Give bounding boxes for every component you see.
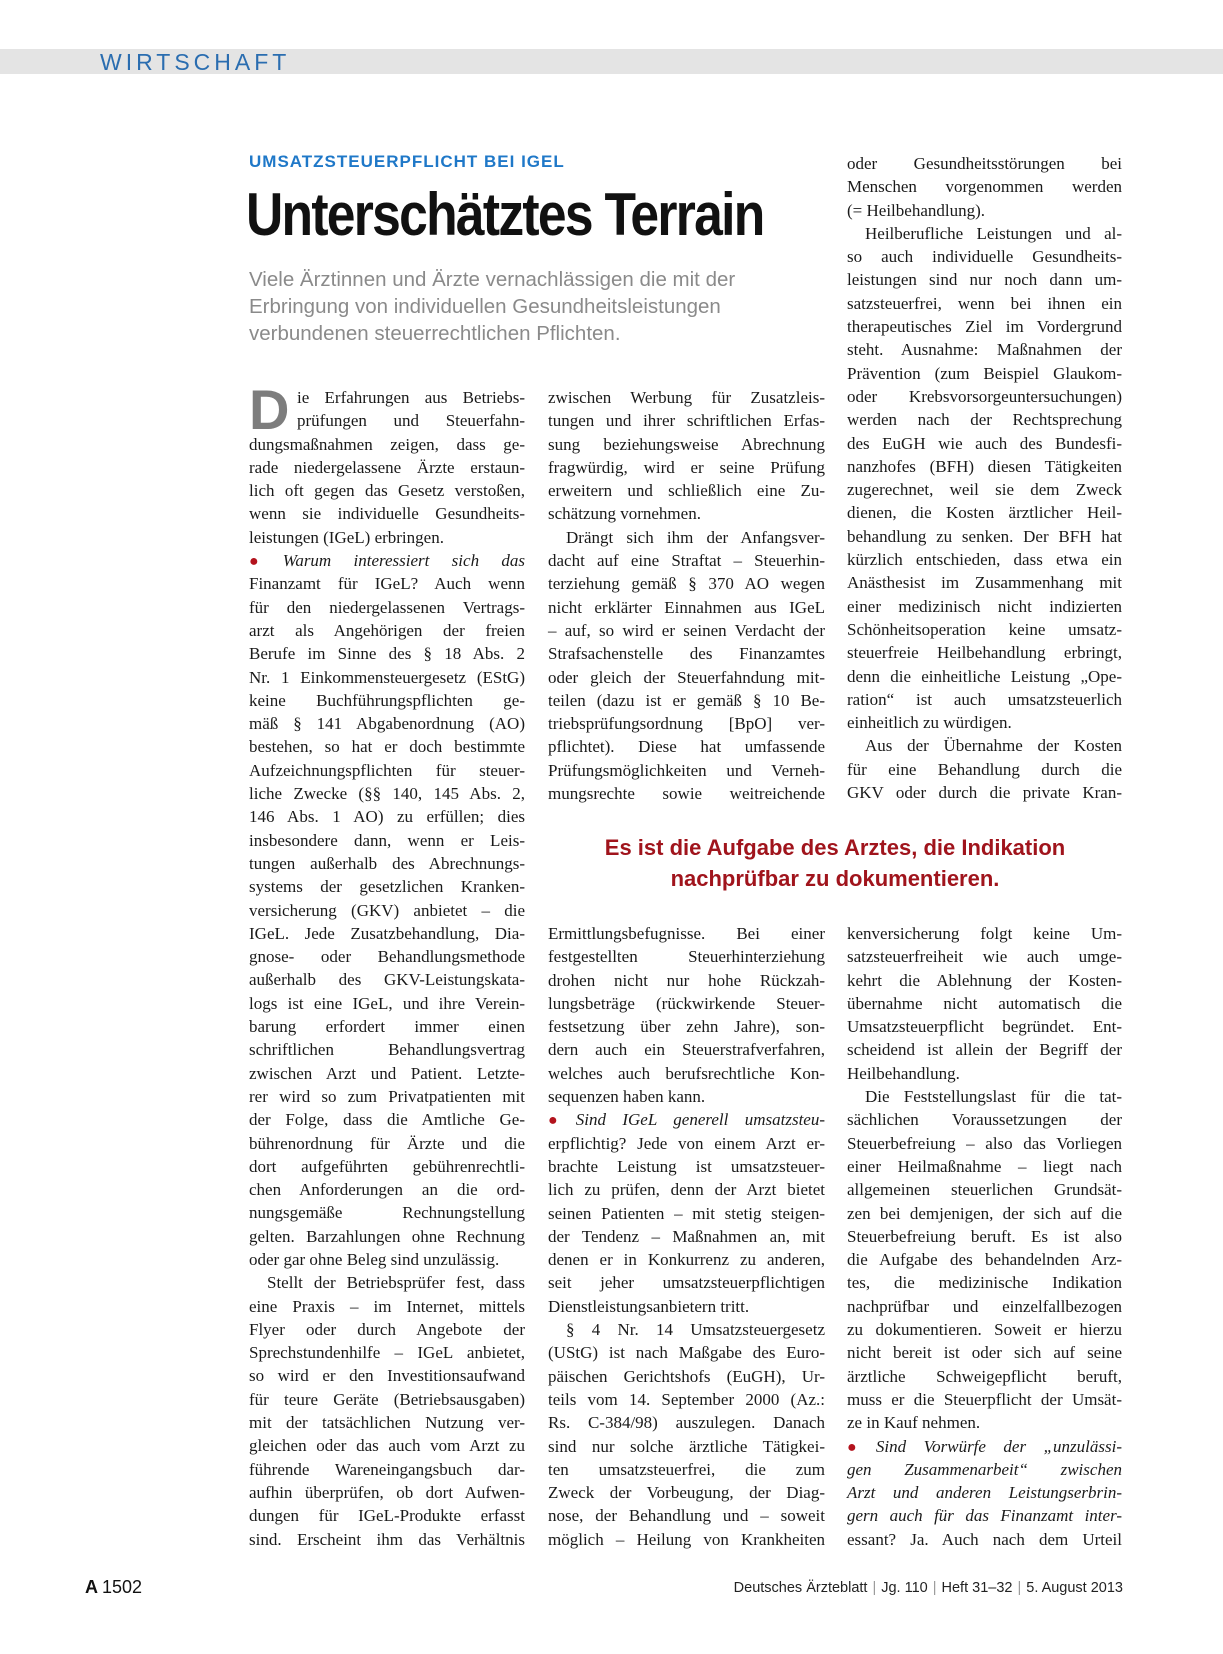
text-line: gleichen oder das auch vom Arzt zu: [249, 1436, 525, 1456]
text-line: nicht erklärter Einnahmen aus IGeL: [548, 597, 825, 617]
text-line: gnose- oder Behandlungsmethode: [249, 947, 525, 967]
subheading: gern auch für das Finanzamt inter-: [847, 1506, 1122, 1526]
text-line: ration“ ist auch umsatzsteuerlich: [847, 689, 1122, 709]
text-line: [847, 1481, 1122, 1504]
text-line: dacht auf eine Straftat – Steuerhin-: [548, 551, 825, 571]
text-line: kenversicherung folgt keine Um-: [847, 924, 1122, 943]
text-line: zugerechnet, weil sie dem Zweck: [847, 480, 1122, 500]
drop-cap: D: [249, 378, 290, 441]
text-line: tes, die medizinische Indikation: [847, 1273, 1122, 1293]
text-line: therapeutisches Ziel im Vordergrund: [847, 317, 1122, 337]
text-line: oder gar ohne Beleg sind unzulässig.: [249, 1249, 500, 1269]
text-line: Aufzeichnungspflichten für steuer-: [249, 760, 525, 780]
text-line: systems der gesetzlichen Kranken-: [249, 877, 525, 897]
text-line: nachprüfbar und einzelfallbezogen: [847, 1296, 1122, 1316]
text-line: [847, 1458, 1122, 1481]
article-kicker: UMSATZSTEUERPFLICHT BEI IGEL: [249, 152, 565, 171]
subheading: gen Zusammenarbeit“ zwischen: [847, 1459, 1122, 1479]
text-line: Stellt der Betriebsprüfer fest, dass: [267, 1273, 525, 1293]
article-teaser: [249, 266, 809, 347]
text-line: drohen nicht nur hohe Rückzah-: [548, 970, 825, 990]
text-line: lich zu prüfen, denn der Arzt bietet: [548, 1180, 825, 1200]
text-line: Sprechstundenhilfe – IGeL anbietet,: [249, 1343, 525, 1363]
teaser-line: verbundenen steuerrechtlichen Pflichten.: [249, 322, 621, 345]
text-line: ze in Kauf nehmen.: [847, 1413, 981, 1433]
text-line: keine Buchführungspflichten ge-: [249, 690, 525, 710]
text-line: pflichtet). Diese hat umfassende: [548, 737, 825, 757]
pull-quote: [548, 832, 1122, 894]
text-line: oder Krebsvorsorgeuntersuchungen): [847, 386, 1122, 406]
text-line: Berufe im Sinne des § 18 Abs. 2: [249, 644, 525, 664]
text-line: denen er in Konkurrenz zu anderen,: [548, 1250, 825, 1270]
text-line: für den niedergelassenen Vertrags-: [249, 597, 525, 617]
text-line: behandlung zu senken. Der BFH hat: [847, 526, 1122, 546]
text-line: Steuerbefreiung beruft. Es ist also: [847, 1226, 1122, 1246]
text-line: der Tendenz – Maßnahmen an, mit: [548, 1226, 825, 1246]
text-line: Nr. 1 Einkommensteuergesetz (EStG): [249, 667, 525, 687]
text-line: übernahme nicht automatisch die: [847, 993, 1122, 1013]
page-number-value: 1502: [102, 1577, 143, 1597]
text-line: versicherung (GKV) anbietet – die: [249, 900, 525, 920]
text-line: essant? Ja. Auch nach dem Urteil: [847, 1529, 1122, 1549]
text-line: schriftlichen Behandlungsvertrag: [249, 1040, 525, 1060]
text-line: leistungen (IGeL) erbringen.: [249, 527, 444, 547]
text-line: sächlichen Voraussetzungen der: [847, 1110, 1122, 1130]
text-line: dern auch ein Steuerstrafverfahren,: [548, 1040, 825, 1060]
pull-quote-line: Es ist die Aufgabe des Arztes, die Indikation: [604, 835, 1066, 860]
text-line: seit jeher umsatzsteuerpflichtigen: [548, 1273, 825, 1293]
bullet-icon: ●: [249, 553, 277, 571]
text-line: zu dokumentieren. Soweit er hierzu: [847, 1320, 1122, 1340]
text-line: Menschen vorgenommen werden: [847, 177, 1122, 197]
text-line: Strafsachenstelle des Finanzamtes: [548, 644, 825, 664]
text-line: lungsbeträge (rückwirkende Steuer-: [548, 993, 825, 1013]
text-line: einer medizinisch nicht indizierten: [847, 596, 1122, 616]
text-line: tungen außerhalb des Abrechnungs-: [249, 853, 525, 873]
text-line: bestehen, so hat er doch bestimmte: [249, 737, 525, 757]
text-line: mungsrechte sowie weitreichende: [548, 784, 825, 804]
text-line: die Aufgabe des behandelnden Arz-: [847, 1250, 1122, 1270]
section-label: WIRTSCHAFT: [100, 49, 291, 75]
text-line: werden nach der Rechtsprechung: [847, 410, 1122, 430]
text-line: nicht bereit ist oder sich auf seine: [847, 1343, 1122, 1363]
text-line: so auch individuelle Gesundheits-: [847, 247, 1122, 267]
text-line: für eine Behandlung durch die: [847, 759, 1122, 779]
text-line: außerhalb des GKV-Leistungskata-: [249, 970, 525, 990]
text-line: (= Heilbehandlung).: [847, 200, 985, 220]
column-3-top: [847, 152, 1122, 804]
journal-date: 5. August 2013: [1026, 1580, 1123, 1596]
text-line: teilen (dazu ist er gemäß § 10 Be-: [548, 690, 825, 710]
text-line: kehrt die Ablehnung der Kosten-: [847, 970, 1122, 990]
journal-name: Deutsches Ärzteblatt: [733, 1580, 868, 1596]
text-line: – auf, so wird er seinen Verdacht der: [548, 620, 825, 640]
text-line: nose, der Behandlung und – soweit: [548, 1506, 825, 1526]
text-line: denn die einheitliche Leistung „Ope-: [847, 666, 1122, 686]
column-2-bottom: [548, 922, 825, 1551]
text-line: terziehung gemäß § 370 AO wegen: [548, 574, 825, 594]
bullet-icon: ●: [548, 1112, 570, 1130]
text-line: Ermittlungsbefugnisse. Bei einer: [548, 924, 825, 943]
text-line: sung beziehungsweise Abrechnung: [548, 434, 825, 454]
text-line: schätzung vornehmen.: [548, 504, 701, 524]
text-line: einheitlich zu würdigen.: [847, 713, 1012, 733]
text-line: aufhin überprüfen, ob dort Aufwen-: [249, 1482, 525, 1502]
text-line: Flyer oder durch Angebote der: [249, 1319, 525, 1339]
text-line: päischen Gerichtshofs (EuGH), Ur-: [548, 1366, 825, 1386]
text-line: zen bei demjenigen, der sich auf die: [847, 1203, 1122, 1223]
text-line: [548, 1108, 825, 1131]
text-line: GKV oder durch die private Kran-: [847, 783, 1122, 803]
text-line: dort aufgeführten gebührenrechtli-: [249, 1156, 525, 1176]
text-line: Umsatzsteuerpflicht begründet. Ent-: [847, 1017, 1122, 1037]
text-line: lich oft gegen das Gesetz verstoßen,: [249, 481, 525, 501]
text-line: triebsprüfungsordnung [BpO] ver-: [548, 714, 825, 734]
text-line: mäß § 141 Abgabenordnung (AO): [249, 714, 525, 734]
text-line: Heilberufliche Leistungen und al-: [865, 223, 1122, 243]
text-line: dungen für IGeL-Produkte erfasst: [249, 1506, 525, 1526]
text-line: wenn sie individuelle Gesundheits-: [249, 504, 525, 524]
text-line: gelten. Barzahlungen ohne Rechnung: [249, 1226, 525, 1246]
text-line: insbesondere dann, wenn er Leis-: [249, 830, 525, 850]
text-line: möglich – Heilung von Krankheiten: [548, 1529, 825, 1549]
text-line: Heilbehandlung.: [847, 1063, 960, 1083]
text-line: Aus der Übernahme der Kosten: [865, 736, 1122, 756]
footer-separator: |: [1017, 1580, 1022, 1596]
subheading: Arzt und anderen Leistungserbrin-: [847, 1483, 1122, 1503]
text-line: [847, 1504, 1122, 1527]
text-line: steht. Ausnahme: Maßnahmen der: [847, 340, 1122, 360]
column-3-bottom: [847, 922, 1122, 1551]
text-line: allgemeinen steuerlichen Grundsät-: [847, 1180, 1122, 1200]
text-line: einer Heilmaßnahme – liegt nach: [847, 1156, 1122, 1176]
text-line: seinen Patienten – mit stetig steigen-: [548, 1203, 825, 1223]
text-line: Anästhesist im Zusammenhang mit: [847, 573, 1122, 593]
text-line: barung erfordert immer einen: [249, 1017, 525, 1037]
text-line: eine Praxis – im Internet, mittels: [249, 1296, 525, 1316]
text-line: IGeL. Jede Zusatzbehandlung, Dia-: [249, 923, 525, 943]
text-line: nanzhofes (BFH) diesen Tätigkeiten: [847, 456, 1122, 476]
text-line: rade niedergelassene Ärzte erstaun-: [249, 457, 525, 477]
text-line: satzsteuerfreiheit wie auch umge-: [847, 947, 1122, 967]
text-line: festgestellten Steuerhinterziehung: [548, 947, 825, 967]
article-headline: Unterschätztes Terrain: [246, 181, 764, 248]
text-line: teils vom 14. September 2000 (Az.:: [548, 1389, 825, 1409]
text-line: welches auch berufsrechtliche Kon-: [548, 1063, 825, 1083]
text-line: [249, 549, 525, 572]
subheading: Sind Vorwürfe der „unzulässi-: [875, 1436, 1122, 1456]
text-line: sind nur solche ärztliche Tätigkei-: [548, 1436, 825, 1456]
text-line: kürzlich entschieden, dass etwa ein: [847, 550, 1122, 570]
text-line: satzsteuerfrei, wenn bei ihnen ein: [847, 293, 1122, 313]
text-line: zwischen Werbung für Zusatzleis-: [548, 388, 825, 407]
text-line: Finanzamt für IGeL? Auch wenn: [249, 574, 525, 594]
text-line: logs ist eine IGeL, und ihre Verein-: [249, 993, 525, 1013]
text-line: ten umsatzsteuerfrei, die zum: [548, 1459, 825, 1479]
text-line: Prüfungsmöglichkeiten und Verneh-: [548, 760, 825, 780]
column-1: [249, 378, 525, 1551]
text-line: Prävention (zum Beispiel Glaukom-: [847, 363, 1122, 383]
text-line: ärztliche Schweigepflicht beruft,: [847, 1366, 1122, 1386]
page-number: [85, 1577, 142, 1598]
text-line: chen Anforderungen an die ord-: [249, 1180, 525, 1200]
text-line: für teure Geräte (Betriebsausgaben): [249, 1389, 525, 1409]
text-line: so wird er den Investitionsaufwand: [249, 1366, 525, 1386]
subheading: Warum interessiert sich das: [282, 551, 525, 571]
text-line: oder Gesundheitsstörungen bei: [847, 154, 1122, 173]
text-line: arzt als Angehörigen der freien: [249, 620, 525, 640]
text-line: zwischen Arzt und Patient. Letzte-: [249, 1063, 525, 1083]
text-line: mit der tatsächlichen Nutzung ver-: [249, 1413, 525, 1433]
text-line: Zweck der Vorbeugung, der Diag-: [548, 1483, 825, 1503]
footer-separator: |: [872, 1580, 877, 1596]
teaser-line: Erbringung von individuellen Gesundheitsleistungen: [249, 295, 721, 318]
text-line: Die Feststellungslast für die tat-: [865, 1087, 1122, 1107]
text-line: liche Zwecke (§§ 140, 145 Abs. 2,: [249, 784, 525, 804]
text-line: tungen und ihrer schriftlichen Erfas-: [548, 411, 825, 431]
text-line: festsetzung über zehn Jahre), son-: [548, 1017, 825, 1037]
text-line: der Folge, dass die Amtliche Ge-: [249, 1110, 525, 1130]
text-line: nungsgemäße Rechnungstellung: [249, 1203, 525, 1223]
subheading: Sind IGeL generell umsatzsteu-: [575, 1110, 825, 1130]
text-line: dungsmaßnahmen zeigen, dass ge-: [249, 434, 525, 454]
text-line: sequenzen haben kann.: [548, 1087, 706, 1107]
text-line: Schönheitsoperation keine umsatz-: [847, 619, 1122, 639]
text-line: des EuGH wie auch des Bundesfi-: [847, 433, 1122, 453]
text-line: 146 Abs. 1 AO) zu erfüllen; dies: [249, 807, 525, 827]
text-line: führende Wareneingangsbuch dar-: [249, 1459, 525, 1479]
text-line: oder gleich der Steuerfahndung mit-: [548, 667, 825, 687]
text-line: fragwürdig, wird er seine Prüfung: [548, 457, 825, 477]
text-line: scheidend ist allein der Begriff der: [847, 1040, 1122, 1060]
text-line: steuerfreie Heilbehandlung erbringt,: [847, 643, 1122, 663]
text-line: muss er die Steuerpflicht der Umsät-: [847, 1389, 1122, 1409]
text-line: [847, 1435, 1122, 1458]
bullet-icon: ●: [847, 1438, 870, 1456]
footer-separator: |: [932, 1580, 937, 1596]
text-line: erweitern und schließlich eine Zu-: [548, 481, 825, 501]
teaser-line: Viele Ärztinnen und Ärzte vernachlässigen die mit der: [249, 268, 736, 291]
text-line: brachte Leistung ist umsatzsteuer-: [548, 1156, 825, 1176]
page-prefix: A: [85, 1577, 98, 1597]
pull-quote-line: nachprüfbar zu dokumentieren.: [670, 866, 1000, 891]
journal-volume: Jg. 110: [881, 1580, 928, 1596]
journal-issue: Heft 31–32: [941, 1580, 1013, 1596]
text-line: Drängt sich ihm der Anfangsver-: [566, 527, 825, 547]
text-line: Rs. C-384/98) auszulegen. Danach: [548, 1413, 825, 1433]
journal-footer: [734, 1580, 1123, 1596]
text-line: ie Erfahrungen aus Betriebs-: [297, 388, 525, 407]
text-line: Steuerbefreiung – also das Vorliegen: [847, 1133, 1122, 1153]
text-line: leistungen sind nur noch dann um-: [847, 270, 1122, 290]
text-line: dienen, die Kosten ärztlicher Heil-: [847, 503, 1122, 523]
text-line: rer wird so zum Privatpatienten mit: [249, 1086, 525, 1106]
text-line: erpflichtig? Jede von einem Arzt er-: [548, 1133, 825, 1153]
text-line: prüfungen und Steuerfahn-: [297, 411, 525, 431]
text-line: Dienstleistungsanbietern tritt.: [548, 1296, 750, 1316]
text-line: § 4 Nr. 14 Umsatzsteuergesetz: [566, 1320, 825, 1340]
column-2-top: [548, 386, 825, 805]
text-line: bührenordnung für Ärzte und die: [249, 1133, 525, 1153]
text-line: sind. Erscheint ihm das Verhältnis: [249, 1529, 525, 1549]
text-line: (UStG) ist nach Maßgabe des Euro-: [548, 1343, 825, 1363]
